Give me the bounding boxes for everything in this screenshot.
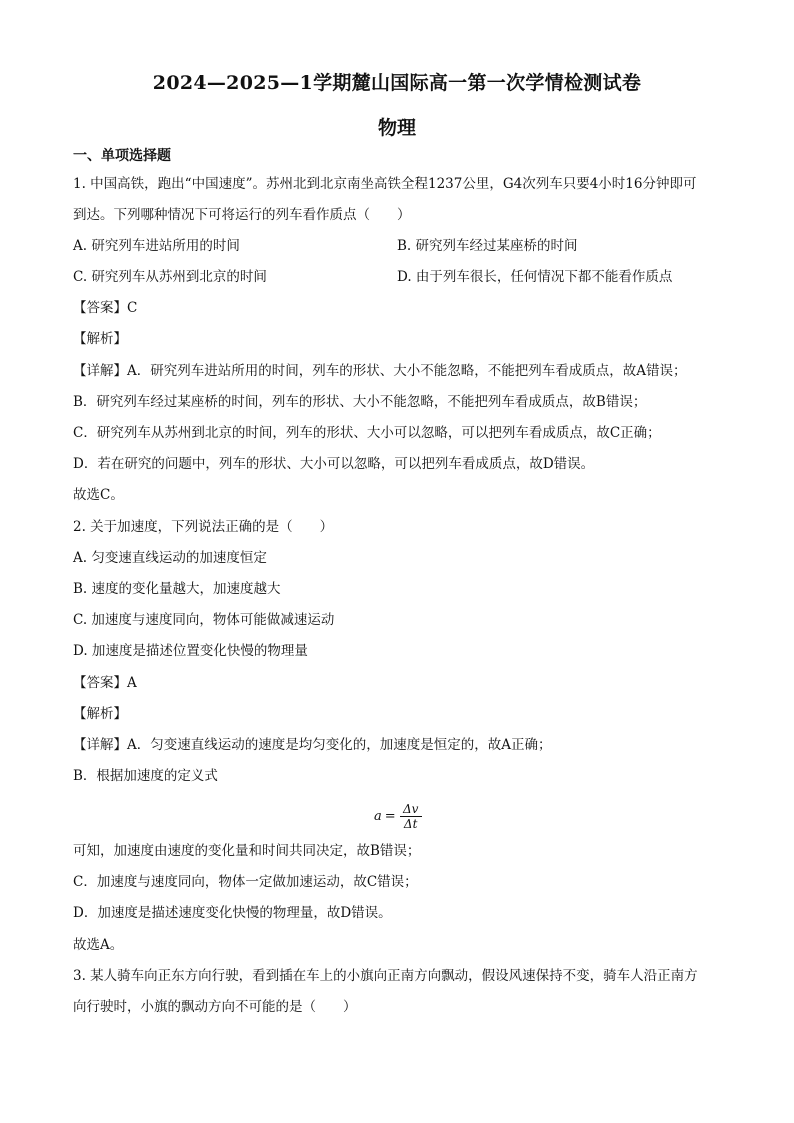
q2-detail-c: C．加速度与速度同向，物体一定做加速运动，故C错误；	[73, 874, 418, 890]
q2-option-b: B. 速度的变化量越大，加速度越大	[73, 581, 281, 597]
q1-option-c: C. 研究列车从苏州到北京的时间	[73, 269, 267, 285]
formula-equals: =	[384, 808, 396, 824]
q1-detail-c: C．研究列车从苏州到北京的时间，列车的形状、大小可以忽略，可以把列车看成质点，故C正确；	[73, 425, 661, 441]
q1-analysis-label: 【解析】	[73, 331, 127, 347]
q3-stem-line2: 向行驶时，小旗的飘动方向不可能的是（ ）	[73, 999, 357, 1015]
q1-detail-d: D．若在研究的问题中，列车的形状、大小可以忽略，可以把列车看成质点，故D错误。	[73, 456, 595, 472]
formula-fraction	[400, 802, 422, 831]
q2-analysis-label: 【解析】	[73, 706, 127, 722]
q1-option-d: D. 由于列车很长，任何情况下都不能看作质点	[397, 269, 673, 285]
q3-stem-line1: 3. 某人骑车向正东方向行驶，看到插在车上的小旗向正南方向飘动，假设风速保持不变，骑车人沿正南方	[73, 968, 698, 984]
q1-option-b: B. 研究列车经过某座桥的时间	[397, 238, 578, 254]
q1-option-a: A. 研究列车进站所用的时间	[73, 238, 240, 254]
q1-detail-a: 【详解】A．研究列车进站所用的时间，列车的形状、大小不能忽略，不能把列车看成质点，故A错误；	[73, 363, 687, 379]
q2-stem: 2. 关于加速度，下列说法正确的是（ ）	[73, 519, 334, 535]
formula-numerator: Δv	[402, 801, 419, 816]
q2-detail-b-cont: 可知，加速度由速度的变化量和时间共同决定，故B错误；	[73, 843, 421, 859]
q2-detail-d: D．加速度是描述速度变化快慢的物理量，故D错误。	[73, 905, 392, 921]
q2-option-c: C. 加速度与速度同向，物体可能做减速运动	[73, 612, 335, 628]
q2-option-d: D. 加速度是描述位置变化快慢的物理量	[73, 643, 308, 659]
section-heading: 一、单项选择题	[73, 148, 171, 164]
formula-denominator: Δt	[403, 816, 418, 831]
q2-conclusion: 故选A。	[73, 937, 124, 953]
q1-stem-line1: 1. 中国高铁，跑出“中国速度”。苏州北到北京南坐高铁全程1237公里，G4次列车只要4小时16分钟即可	[73, 176, 697, 192]
q1-detail-b: B．研究列车经过某座桥的时间，列车的形状、大小不能忽略，不能把列车看成质点，故B错误；	[73, 394, 647, 410]
exam-title: 2024—2025—1学期麓山国际高一第一次学情检测试卷	[152, 72, 642, 94]
q1-answer: 【答案】C	[73, 300, 138, 316]
q1-stem-line2: 到达。下列哪种情况下可将运行的列车看作质点（ ）	[73, 207, 411, 223]
subject-title: 物理	[377, 117, 416, 139]
q2-answer: 【答案】A	[73, 675, 137, 691]
formula-lhs: a	[374, 808, 382, 824]
q2-detail-b: B．根据加速度的定义式	[73, 768, 218, 784]
q2-option-a: A. 匀变速直线运动的加速度恒定	[73, 550, 267, 566]
q1-conclusion: 故选C。	[73, 487, 124, 503]
q2-detail-a: 【详解】A．匀变速直线运动的速度是均匀变化的，加速度是恒定的，故A正确；	[73, 737, 552, 753]
acceleration-formula	[374, 796, 422, 836]
